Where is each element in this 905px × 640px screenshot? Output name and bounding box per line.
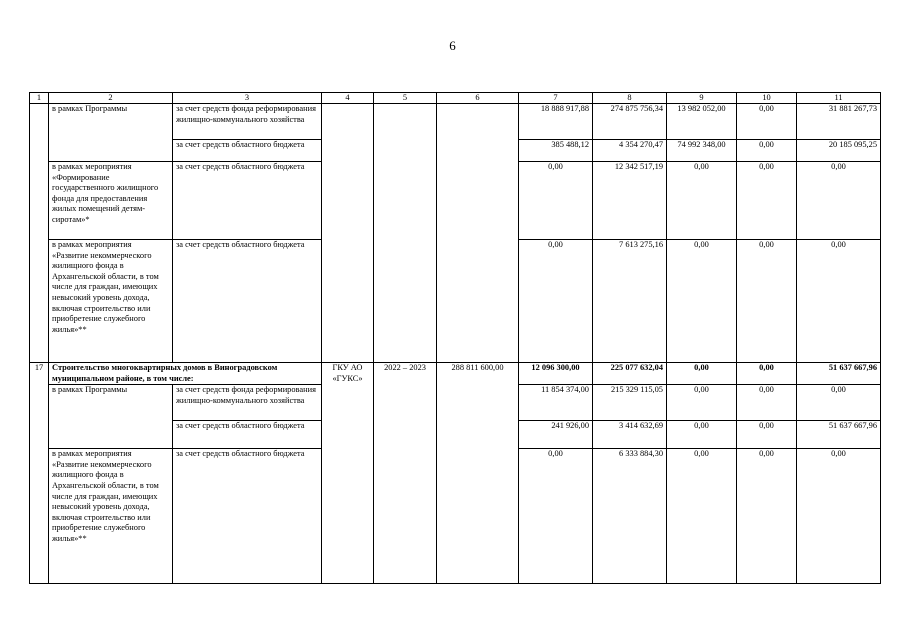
column-header: 4	[322, 93, 374, 104]
page-number: 6	[449, 38, 456, 53]
row-number-cell: 17	[30, 363, 49, 584]
funding-source: за счет средств областного бюджета	[173, 162, 322, 240]
value-col8: 274 875 756,34	[593, 104, 667, 140]
value-col8: 3 414 632,69	[593, 421, 667, 449]
column-header: 10	[737, 93, 797, 104]
value-col10: 0,00	[737, 162, 797, 240]
column-header: 6	[437, 93, 519, 104]
value-col7: 241 926,00	[519, 421, 593, 449]
funding-scope-label: в рамках мероприятия «Развитие некоммерческого жилищного фонда в Архангельской области, в том числе для граждан, имеющих невысокий уровень дохода, включая строительство или приобретение служебного жилья»**	[49, 240, 173, 363]
value-col11: 0,00	[797, 385, 881, 421]
value-col7: 0,00	[519, 449, 593, 584]
column-header: 9	[667, 93, 737, 104]
funding-scope-label: в рамках Программы	[49, 385, 173, 449]
column-header: 7	[519, 93, 593, 104]
funding-source: за счет средств фонда реформирования жилищно-коммунального хозяйства	[173, 385, 322, 421]
value-col8: 6 333 884,30	[593, 449, 667, 584]
column-header: 2	[49, 93, 173, 104]
value-col8: 215 329 115,05	[593, 385, 667, 421]
period-cell	[374, 104, 437, 363]
column-header: 5	[374, 93, 437, 104]
value-col10: 0,00	[737, 421, 797, 449]
value-col9: 0,00	[667, 449, 737, 584]
funding-source: за счет средств фонда реформирования жилищно-коммунального хозяйства	[173, 104, 322, 140]
value-col11: 0,00	[797, 240, 881, 363]
value-col7: 18 888 917,88	[519, 104, 593, 140]
value-col9: 0,00	[667, 385, 737, 421]
value-col11: 51 637 667,96	[797, 421, 881, 449]
value-col7: 0,00	[519, 240, 593, 363]
value-col10: 0,00	[737, 449, 797, 584]
value-col10: 0,00	[737, 104, 797, 140]
row-number-cell	[30, 104, 49, 363]
value-col8: 12 342 517,19	[593, 162, 667, 240]
value-col7: 11 854 374,00	[519, 385, 593, 421]
value-col11: 0,00	[797, 449, 881, 584]
funding-source: за счет средств областного бюджета	[173, 449, 322, 584]
value-col10: 0,00	[737, 240, 797, 363]
value-col8: 4 354 270,47	[593, 140, 667, 162]
column-header: 11	[797, 93, 881, 104]
table-row	[30, 104, 881, 140]
funding-source: за счет средств областного бюджета	[173, 421, 322, 449]
funding-scope-label: в рамках мероприятия «Развитие некоммерческого жилищного фонда в Архангельской области, в том числе для граждан, имеющих невысокий уровень дохода, включая строительство или приобретение служебного жилья»**	[49, 449, 173, 584]
value-col8: 225 077 632,04	[593, 363, 667, 385]
funding-scope-label: в рамках мероприятия «Формирование государственного жилищного фонда для предоставления жилых помещений детям-сиротам»*	[49, 162, 173, 240]
value-col11: 31 881 267,73	[797, 104, 881, 140]
funding-source: за счет средств областного бюджета	[173, 240, 322, 363]
value-col9: 0,00	[667, 162, 737, 240]
column-header: 1	[30, 93, 49, 104]
value-col9: 0,00	[667, 363, 737, 385]
value-col9: 13 982 052,00	[667, 104, 737, 140]
value-col9: 0,00	[667, 240, 737, 363]
value-col9: 0,00	[667, 421, 737, 449]
value-col11: 0,00	[797, 162, 881, 240]
value-col7: 0,00	[519, 162, 593, 240]
item-title: Строительство многоквартирных домов в Виноградовском муниципальном районе, в том числе:	[49, 363, 322, 385]
header-row	[30, 93, 881, 104]
cost-cell	[437, 104, 519, 363]
value-col10: 0,00	[737, 363, 797, 385]
value-col10: 0,00	[737, 385, 797, 421]
value-col9: 74 992 348,00	[667, 140, 737, 162]
table-row	[30, 363, 881, 385]
executor-cell	[322, 104, 374, 363]
value-col8: 7 613 275,16	[593, 240, 667, 363]
value-col11: 20 185 095,25	[797, 140, 881, 162]
value-col10: 0,00	[737, 140, 797, 162]
cost-cell: 288 811 600,00	[437, 363, 519, 584]
funding-scope-label: в рамках Программы	[49, 104, 173, 162]
budget-table	[29, 92, 881, 584]
executor-cell: ГКУ АО «ГУКС»	[322, 363, 374, 584]
value-col7: 385 488,12	[519, 140, 593, 162]
column-header: 3	[173, 93, 322, 104]
value-col7: 12 096 300,00	[519, 363, 593, 385]
period-cell: 2022 – 2023	[374, 363, 437, 584]
column-header: 8	[593, 93, 667, 104]
funding-source: за счет средств областного бюджета	[173, 140, 322, 162]
value-col11: 51 637 667,96	[797, 363, 881, 385]
